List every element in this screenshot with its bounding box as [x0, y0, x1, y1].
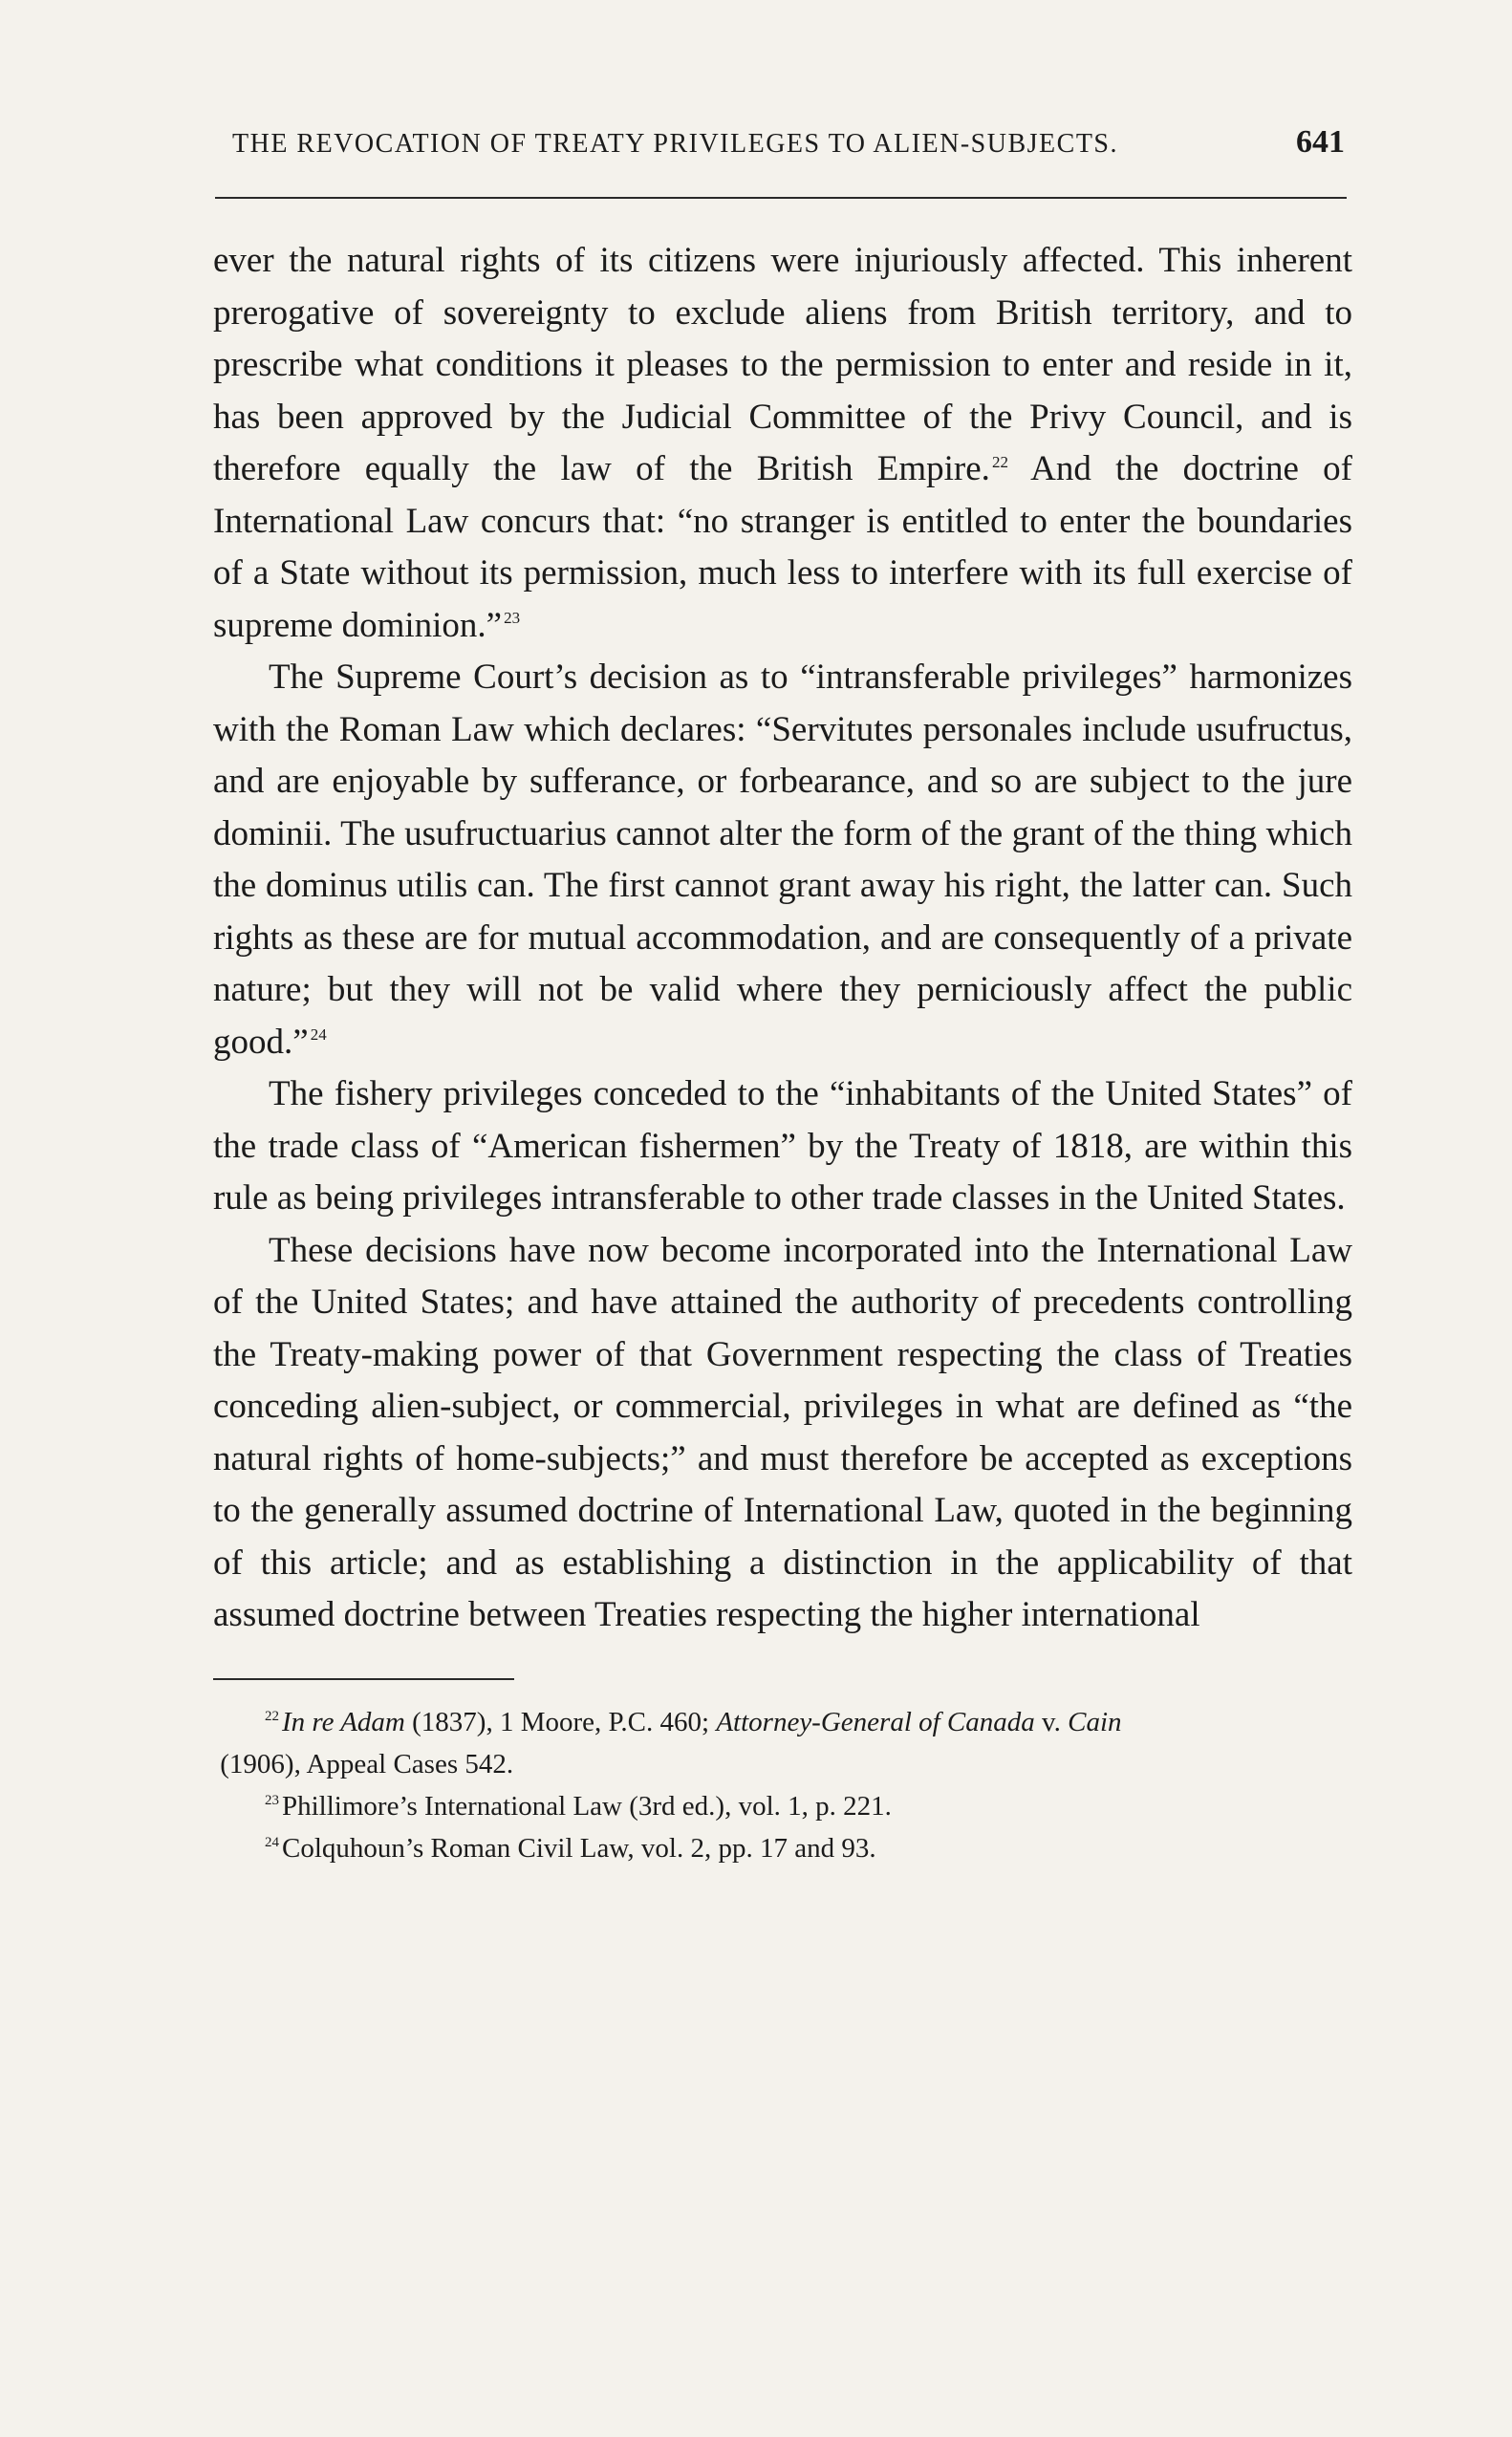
footnote-ref-23: 23	[504, 609, 521, 628]
running-title: THE REVOCATION OF TREATY PRIVILEGES TO ALIEN-SUBJECTS.	[232, 129, 1118, 159]
paragraph-2	[213, 652, 1352, 1068]
footnote-23	[213, 1785, 1352, 1827]
footnote-mark: 23	[265, 1792, 279, 1808]
paragraph-1	[213, 235, 1352, 652]
footnote-24	[213, 1827, 1352, 1869]
footnote-mark: 24	[265, 1834, 279, 1850]
paragraph-1-part-b: And the doctrine of International Law concurs that: “no stranger is entitled to enter the boundaries of a State without its permission, much less to interfere with its full exercise of supreme dominion.”	[213, 449, 1352, 645]
main-text	[205, 235, 1352, 1642]
running-header	[205, 124, 1352, 166]
footnote-ref-24: 24	[310, 1025, 327, 1045]
footnotes	[205, 1701, 1352, 1869]
book-page	[205, 124, 1352, 1869]
case-name: Attorney-General of Canada	[716, 1706, 1035, 1737]
citation-text: Phillimore’s International Law (3rd ed.), vol. 1, p. 221.	[282, 1790, 892, 1822]
citation-text: (1837), 1 Moore, P.C. 460;	[404, 1706, 717, 1737]
paragraph-3: The fishery privileges conceded to the “inhabitants of the United States” of the trade class of “American fishermen” by the Treaty of 1818, are within this rule as being privileges intransferable to other trade classes in the United States.	[213, 1074, 1352, 1218]
case-name: In re Adam	[282, 1706, 405, 1737]
page-number: 641	[1296, 124, 1345, 160]
paragraph-2-text: The Supreme Court’s decision as to “intransferable privileges” harmonizes with the Roman Law which declares: “Servitutes personales include usufructus, and are enjoyable by sufferance, or forbearance, and so are subject to the jure dominii. The usufructuarius cannot alter the form of the grant of the thing which the dominus utilis can. The first cannot grant away his right, the latter can. Such rights as these are for mutual accommodation, and are consequently of a private nature; but they will not be valid where they perniciously affect the public good.”	[213, 658, 1352, 1062]
footnote-22	[213, 1701, 1352, 1785]
footnote-mark: 22	[265, 1708, 279, 1724]
case-name: Cain	[1068, 1706, 1122, 1737]
paragraph-1-part-a: ever the natural rights of its citizens were injuriously affected. This inherent prerogative of sovereignty to exclude aliens from British territory, and to prescribe what conditions it pleases to the permission to enter and reside in it, has been approved by the Judicial Committee of the Privy Council, and is therefore equally the law of the British Empire.	[213, 241, 1352, 488]
header-rule	[215, 197, 1347, 199]
citation-text: Colquhoun’s Roman Civil Law, vol. 2, pp. 17 and 93.	[282, 1832, 876, 1864]
footnote-rule	[213, 1678, 514, 1680]
footnote-ref-22: 22	[991, 452, 1008, 471]
paragraph-4: These decisions have now become incorporated into the International Law of the United States; and have attained the authority of precedents controlling the Treaty-making power of that Government respecting the class of Treaties conceding alien-subject, or commercial, privileges in what are defined as “the natural rights of home-subjects;” and must therefore be accepted as exceptions to the generally assumed doctrine of International Law, quoted in the beginning of this article; and as establishing a distinction in the applicability of that assumed doctrine between Treaties respecting the higher international	[213, 1230, 1352, 1634]
citation-text: v.	[1034, 1706, 1069, 1737]
citation-text: (1906), Appeal Cases 542.	[213, 1748, 514, 1779]
